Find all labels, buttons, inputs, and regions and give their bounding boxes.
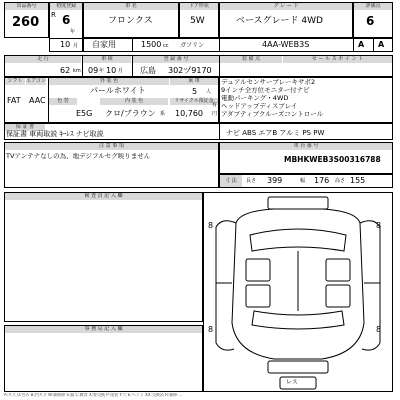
sales-point: デュアルセンサーブレーキサポ2 bbox=[221, 79, 316, 86]
mileage: 62 bbox=[60, 66, 71, 75]
inspection-year-unit: 年 bbox=[99, 68, 105, 74]
grade: ベースグレード 4WD bbox=[236, 16, 323, 26]
options: ナビ ABS エアB アルミ PS PW bbox=[226, 129, 325, 137]
car-diagram bbox=[204, 193, 392, 391]
tire-mark-rear-left: 8 bbox=[208, 325, 214, 334]
capacity: 5 bbox=[192, 87, 198, 96]
divider bbox=[132, 38, 133, 52]
mileage-label: 走 行 bbox=[5, 56, 81, 63]
divider bbox=[373, 38, 374, 52]
car-name-label: 車 名 bbox=[84, 3, 178, 10]
reg-year: 6 bbox=[62, 13, 71, 27]
inspector-box bbox=[4, 192, 203, 322]
reg-month-unit: 月 bbox=[73, 43, 79, 49]
doors-label: ドア形状 bbox=[180, 3, 218, 10]
recycle-status: 有 bbox=[212, 102, 218, 108]
inspection-month-unit: 月 bbox=[118, 68, 124, 74]
recycle-amount: 10,760 bbox=[175, 109, 203, 118]
recycle-unit: 円 bbox=[212, 111, 218, 117]
inspection-year: 09 bbox=[88, 66, 99, 75]
lot-label: 出品番号 bbox=[5, 3, 48, 10]
reg-year-unit: 年 bbox=[70, 29, 76, 35]
interior-score: A bbox=[358, 40, 365, 49]
sales-point: アダプティブクルーズコントロール bbox=[221, 111, 324, 118]
reg-month: 10 bbox=[60, 40, 71, 49]
doors: 5W bbox=[190, 16, 205, 26]
inspection-label: 車 検 bbox=[83, 56, 131, 63]
sales-points-label: セ ー ル ス ポ イ ン ト bbox=[283, 56, 392, 63]
ac-label: エアコン bbox=[26, 78, 46, 84]
inspector-label: 検 査 員 記 入 欄 bbox=[5, 193, 202, 200]
score-label: 評価点 bbox=[354, 3, 392, 10]
lot-number: 260 bbox=[12, 15, 40, 30]
sales-point: 9インチ全方位モニター付ナビ bbox=[221, 87, 310, 94]
exterior-score: A bbox=[378, 40, 385, 49]
color-label: 外 装 色 bbox=[49, 78, 169, 85]
tire-mark-front-right: 8 bbox=[376, 221, 382, 230]
size-label: 寸 法 bbox=[220, 175, 242, 187]
capacity-unit: 人 bbox=[206, 89, 212, 95]
dealer-box bbox=[4, 325, 203, 392]
interior-label: 内 装 色 bbox=[100, 98, 168, 105]
color-change-label: 色 替 bbox=[49, 98, 77, 105]
interior-color: クロ/ブラウン bbox=[105, 109, 156, 118]
vin-label: 車 台 番 号 bbox=[220, 143, 392, 150]
shift-label: シフト bbox=[5, 78, 25, 85]
length-label: 長さ bbox=[246, 178, 257, 184]
tire-mark-front-left: 8 bbox=[208, 221, 214, 230]
era: R bbox=[51, 11, 56, 19]
equipment-label: 装 備 点 bbox=[220, 56, 282, 63]
documents-label: 保 証 書 bbox=[5, 124, 45, 131]
divider bbox=[219, 123, 220, 140]
interior-unit: 系 bbox=[160, 111, 166, 117]
divider bbox=[219, 38, 220, 52]
inspection-month: 10 bbox=[106, 66, 117, 75]
grade-label: グ レ ー ド bbox=[220, 3, 352, 10]
dealer-label: 事 務 局 記 入 欄 bbox=[5, 326, 202, 333]
documents: 保証書 車両取説 ｷｰﾚｽ ナビ取説 bbox=[6, 130, 104, 138]
first-reg-label: 初度登録 bbox=[50, 3, 82, 10]
divider bbox=[353, 38, 354, 52]
displacement-unit: cc bbox=[163, 43, 169, 49]
shift: FAT bbox=[7, 96, 21, 105]
overall-score: 6 bbox=[366, 14, 375, 28]
car-name: フロンクス bbox=[108, 16, 153, 26]
plate-number: 302ヅ9170 bbox=[168, 66, 212, 75]
recycle-label: リサイクル預託金 bbox=[170, 98, 218, 105]
length: 399 bbox=[267, 176, 283, 185]
color-code: E5G bbox=[76, 109, 93, 118]
capacity-label: 乗 車 bbox=[170, 78, 218, 85]
plate-area: 広島 bbox=[140, 66, 156, 75]
air-conditioner: AAC bbox=[29, 96, 46, 105]
use-type: 自家用 bbox=[92, 40, 116, 49]
tire-mark-rear-right: 8 bbox=[376, 325, 382, 334]
footer-legend: A:キズ U:凹み B:凹キズ W:補修跡 S:錆 C:腐食 X:要交換 P:塗装 Y:穴 E:ヘコミ XX:交換済 R:補修 ... bbox=[4, 393, 183, 397]
mileage-unit: km bbox=[73, 68, 81, 74]
vin: MBHKWEB3S00316788 bbox=[284, 155, 381, 164]
notes-label: 注 意 事 項 bbox=[5, 143, 218, 150]
spare-tire-mark: レス bbox=[286, 379, 298, 386]
height-label: 高さ bbox=[335, 178, 346, 184]
width-label: 幅 bbox=[300, 178, 306, 184]
notes-text: TVアンテナなしの為、地デジフルセグ映りません bbox=[6, 153, 151, 160]
displacement: 1500 bbox=[141, 40, 162, 49]
plate-label: 登 録 番 号 bbox=[133, 56, 219, 63]
fuel-type: ガソリン bbox=[180, 42, 205, 49]
model-code: 4AA-WEB3S bbox=[262, 40, 310, 49]
exterior-color: パールホワイト bbox=[90, 86, 146, 95]
height: 155 bbox=[350, 176, 366, 185]
divider bbox=[83, 38, 84, 52]
sales-point: 電動パーキング・4WD bbox=[221, 95, 289, 102]
sales-point: ヘッドアップディスプレイ bbox=[221, 103, 298, 110]
width: 176 bbox=[314, 176, 330, 185]
